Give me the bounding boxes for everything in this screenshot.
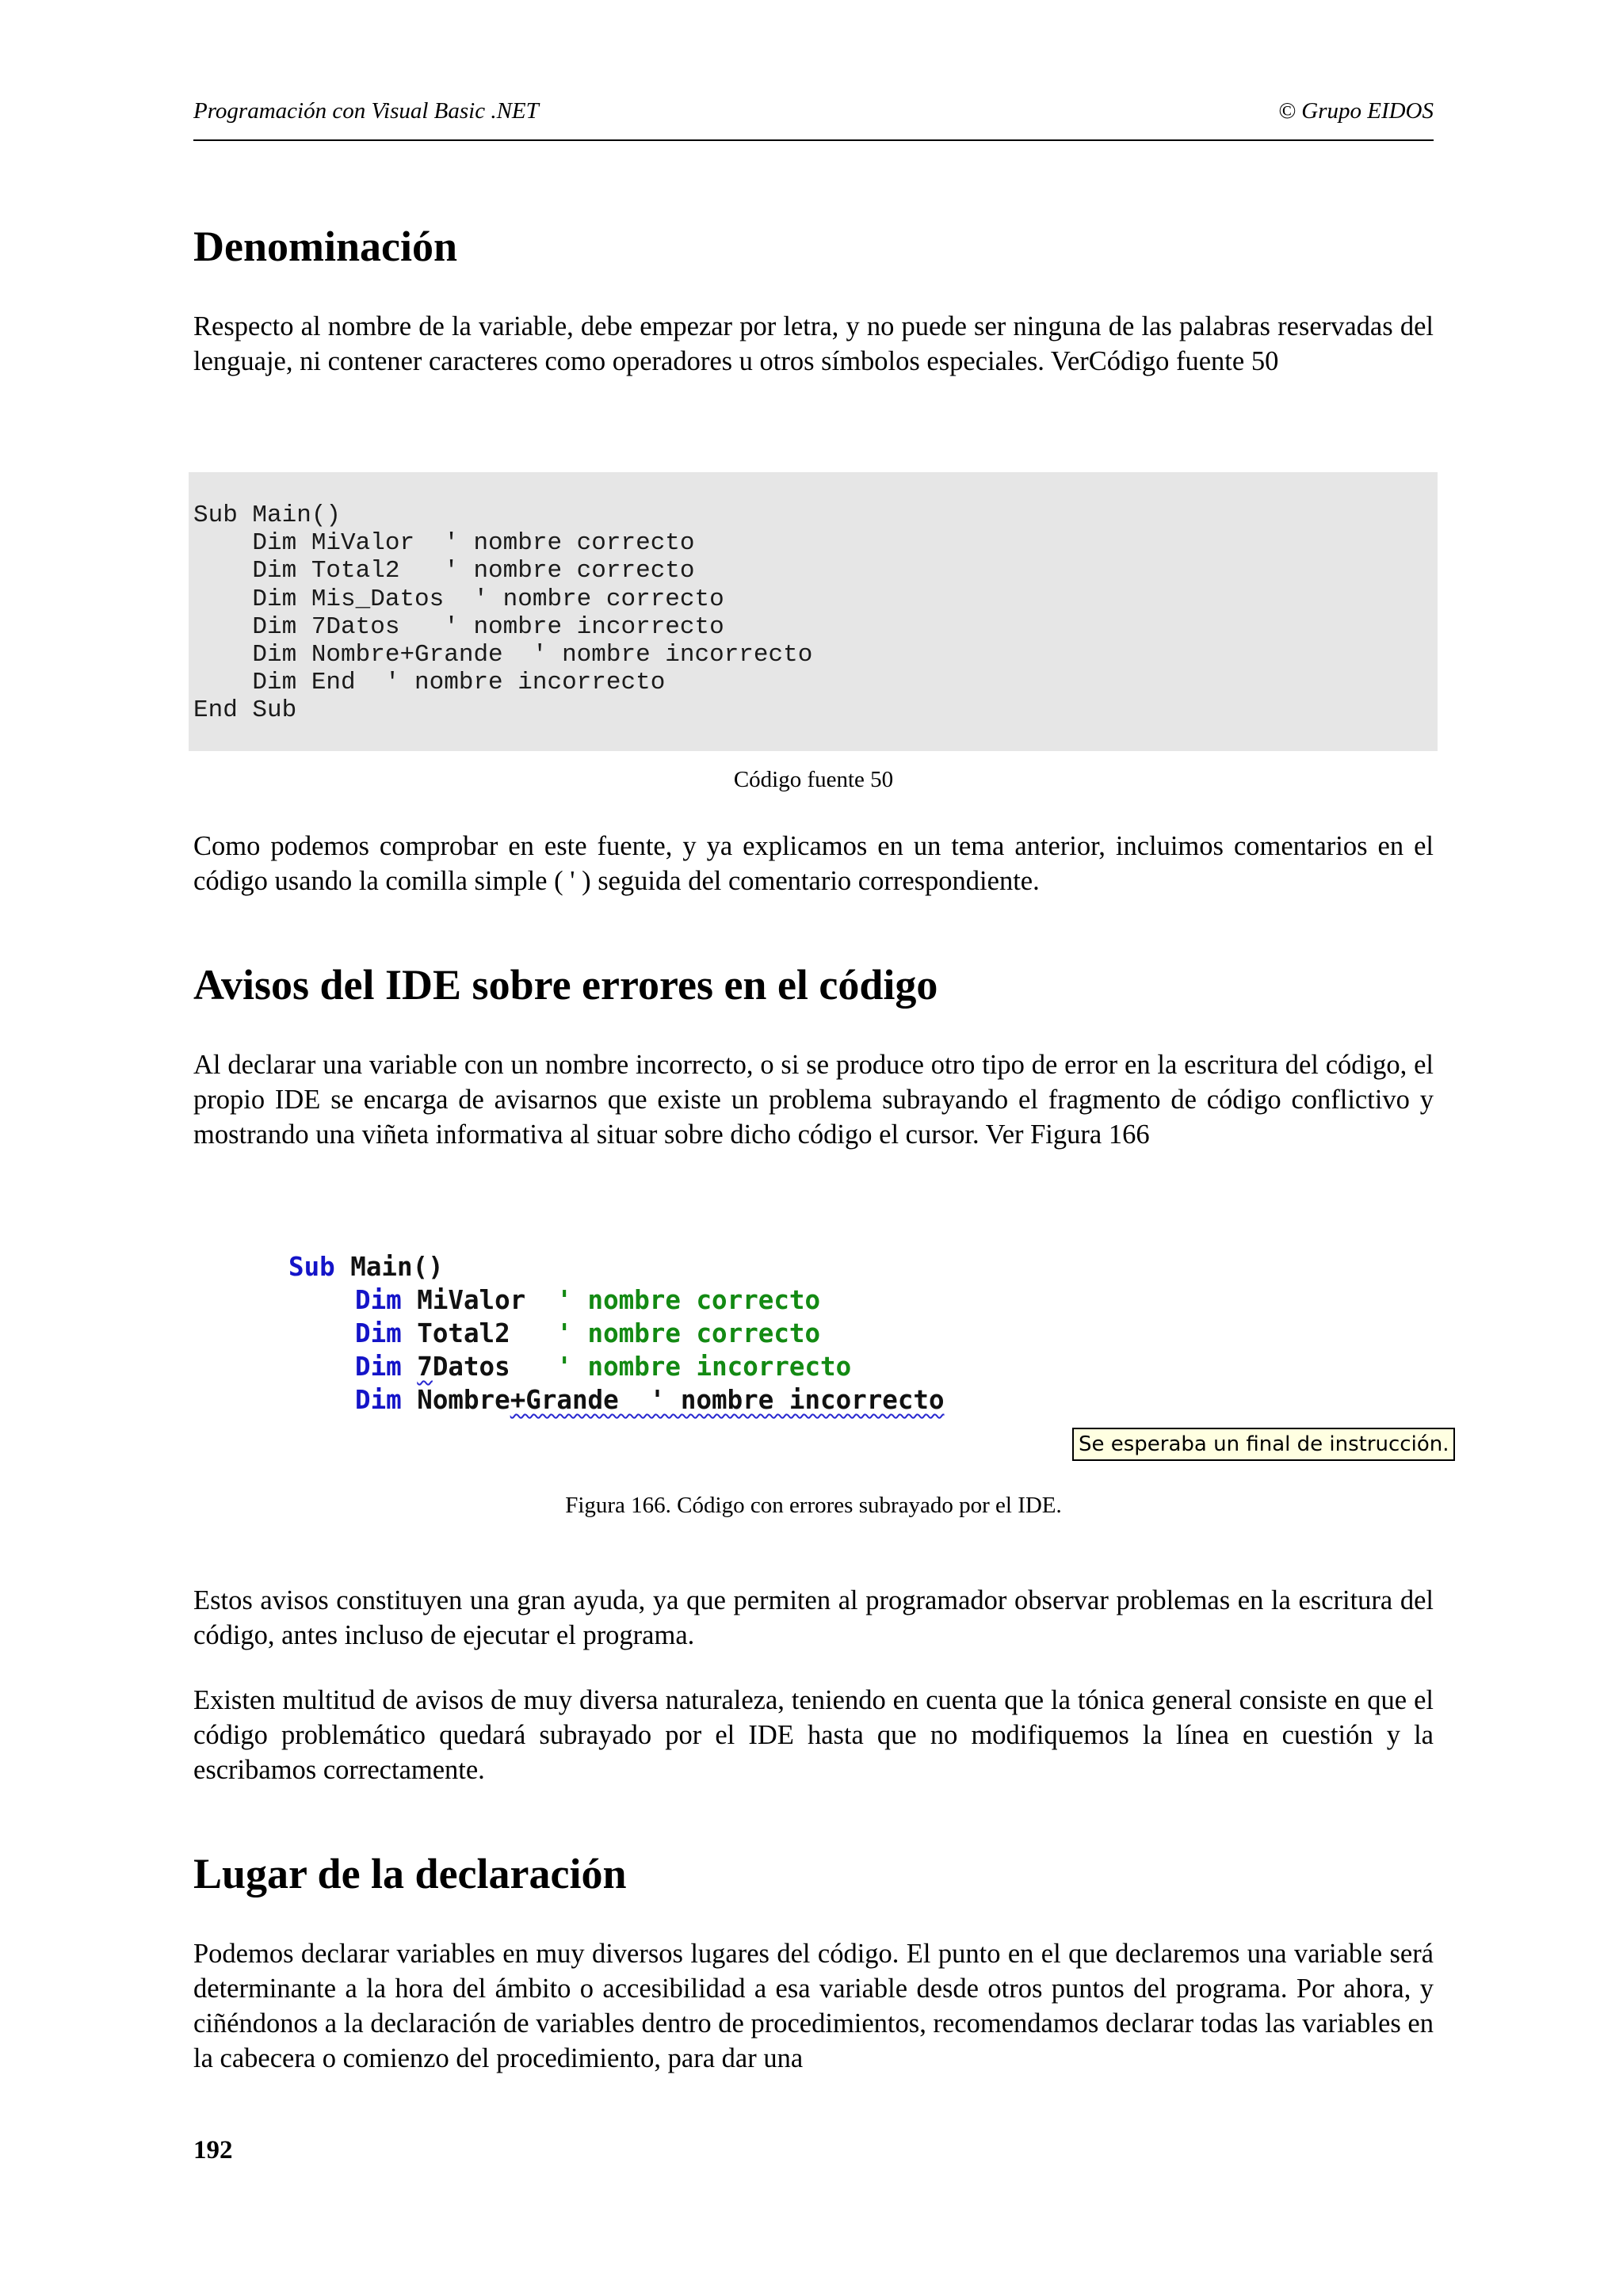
paragraph-comentarios: Como podemos comprobar en este fuente, y ya explicamos en un tema anterior, incluimos comentarios en el código usando la comilla simple ( ' ) seguida del comentario correspondiente. [193,831,1434,896]
ide-keyword: Sub [288,1252,335,1282]
ide-comment: ' nombre correcto [556,1285,821,1315]
ide-comment: ' nombre correcto [556,1318,821,1348]
ide-line-7datos [355,1350,851,1383]
ide-keyword: Dim [355,1285,402,1315]
ide-error-text: +Grande ' nombre incorrecto [510,1385,945,1415]
ide-line-sub-main [288,1250,444,1283]
page-number: 192 [193,2136,233,2164]
ide-identifier: Nombre [417,1385,510,1415]
ide-keyword: Dim [355,1318,402,1348]
ide-line-mivalor [355,1283,820,1317]
ide-keyword: Dim [355,1385,402,1415]
header-publisher: © Grupo EIDOS [1277,98,1434,124]
ide-screenshot-figure [288,1250,1449,1472]
ide-error-squiggle[interactable]: 7 [417,1352,433,1382]
heading-denominacion: Denominación [193,223,458,270]
paragraph-denominacion: Respecto al nombre de la variable, debe empezar por letra, y no puede ser ninguna de las palabras reservadas del lenguaje, ni contener caracteres como operadores u otros símbolos especiales. VerCódigo fuente 50 [193,311,1434,376]
ide-line-total2 [355,1317,820,1350]
header-book-title: Programación con Visual Basic .NET [193,98,539,124]
code-listing [189,472,1438,751]
code-caption: Código fuente 50 [733,767,894,792]
heading-lugar-declaracion: Lugar de la declaración [193,1850,627,1897]
ide-identifier: Total2 [417,1318,510,1348]
paragraph-ayuda: Estos avisos constituyen una gran ayuda, ya que permiten al programador observar problemas en la escritura del código, antes incluso de ejecutar el programa. [193,1585,1434,1650]
ide-comment: ' nombre incorrecto [556,1352,852,1382]
paragraph-avisos-ide: Al declarar una variable con un nombre incorrecto, o si se produce otro tipo de error en la escritura del código, el propio IDE se encarga de avisarnos que existe un problema subrayando el fragmento de código conflictivo y mostrando una viñeta informativa al situar sobre dicho código el cursor. Ver Figura 166 [193,1050,1434,1150]
ide-error-squiggle[interactable] [510,1385,945,1415]
heading-avisos-ide: Avisos del IDE sobre errores en el código [193,961,938,1009]
ide-identifier: Datos [432,1352,510,1382]
code-listing-text: Sub Main() Dim MiValor ' nombre correcto Dim Total2 ' nombre correcto Dim Mis_Datos ' nombre correcto Dim 7Datos ' nombre incorrecto Dim Nombre+Grande ' nombre incorrecto Dim End ' nombre incorrecto End Sub [193,502,813,725]
ide-identifier: MiValor [417,1285,526,1315]
paragraph-lugar-declaracion: Podemos declarar variables en muy diversos lugares del código. El punto en el que declaremos una variable será determinante a la hora del ámbito o accesibilidad a esa variable desde otros puntos del programa. Por ahora, y ciñéndonos a la declaración de variables dentro de procedimientos, recomendamos declarar todas las variables en la cabecera o comienzo del procedimiento, para dar una [193,1939,1434,2073]
running-header [193,95,1434,141]
ide-line-nombre-grande [355,1383,945,1417]
paragraph-multitud-avisos: Existen multitud de avisos de muy diversa naturaleza, teniendo en cuenta que la tónica general consiste en que el código problemático quedará subrayado por el IDE hasta que no modifiquemos la línea en cuestión y la escribamos correctamente. [193,1685,1434,1785]
ide-keyword: Dim [355,1352,402,1382]
ide-error-tooltip: Se esperaba un final de instrucción. [1072,1428,1455,1461]
figure-caption: Figura 166. Código con errores subrayado por el IDE. [565,1493,1062,1518]
ide-identifier: Main() [334,1252,444,1282]
